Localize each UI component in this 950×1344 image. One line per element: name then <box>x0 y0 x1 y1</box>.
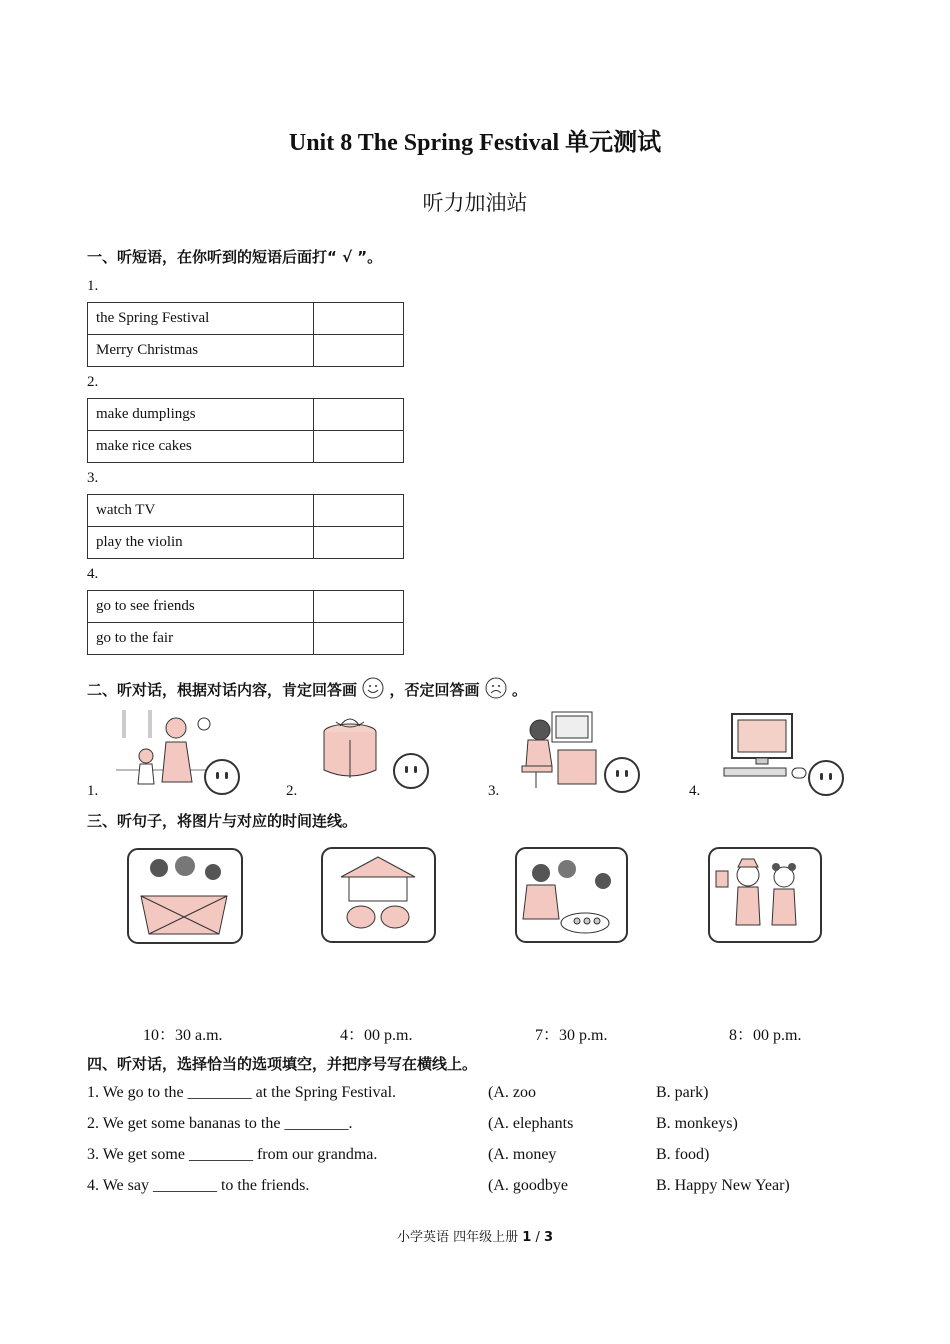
time-label: 10：30 a.m. <box>143 1027 223 1044</box>
answer-face-circle[interactable] <box>808 760 844 796</box>
option-table <box>87 494 404 559</box>
check-box[interactable] <box>314 303 404 335</box>
question-text: 2. We get some bananas to the ________. <box>87 1115 353 1132</box>
part2-heading: 二、听对话，根据对话内容，肯定回答画 ，否定回答画 。 <box>87 677 527 700</box>
part4-heading: 四、听对话，选择恰当的选项填空，并把序号写在横线上。 <box>87 1055 478 1073</box>
option-b: B. monkeys) <box>656 1115 738 1132</box>
group-number: 3. <box>87 470 99 486</box>
option-b: B. park) <box>656 1084 709 1101</box>
option-a: (A. money <box>488 1146 557 1163</box>
option-label: watch TV <box>88 495 314 527</box>
question-text: 1. We go to the ________ at the Spring Festival. <box>87 1084 397 1101</box>
option-label: Merry Christmas <box>88 335 314 367</box>
computer-picture <box>722 712 814 782</box>
lion-dance-picture <box>321 847 436 943</box>
item-number: 3. <box>488 783 500 799</box>
sad-face-icon <box>485 677 507 699</box>
item-number: 1. <box>87 783 99 799</box>
children-greeting-picture <box>708 847 822 943</box>
item-number: 2. <box>286 783 298 799</box>
girl-at-computer-picture <box>518 708 602 792</box>
check-box[interactable] <box>314 623 404 655</box>
smile-face-icon <box>362 677 384 699</box>
question-text: 3. We get some ________ from our grandma. <box>87 1146 378 1163</box>
group-number: 2. <box>87 374 99 390</box>
footer-label: 小学英语 四年级上册 <box>396 1230 519 1245</box>
gift-box-picture <box>318 712 382 780</box>
group-number: 1. <box>87 278 99 294</box>
page-title: Unit 8 The Spring Festival 单元测试 <box>288 130 662 156</box>
answer-face-circle[interactable] <box>604 757 640 793</box>
page-number: 1 <box>522 1230 532 1245</box>
time-label: 8：00 p.m. <box>729 1027 802 1044</box>
check-box[interactable] <box>314 335 404 367</box>
check-box[interactable] <box>314 591 404 623</box>
check-box[interactable] <box>314 527 404 559</box>
option-table <box>87 590 404 655</box>
time-label: 4：00 p.m. <box>340 1027 413 1044</box>
check-box[interactable] <box>314 399 404 431</box>
page-separator: / <box>535 1230 540 1245</box>
making-dumplings-picture <box>515 847 628 943</box>
option-b: B. Happy New Year) <box>656 1177 790 1194</box>
part1-heading: 一、听短语，在你听到的短语后面打“ √ ”。 <box>87 248 383 266</box>
option-a: (A. goodbye <box>488 1177 568 1194</box>
check-box[interactable] <box>314 495 404 527</box>
page-total: 3 <box>543 1230 554 1245</box>
option-label: go to see friends <box>88 591 314 623</box>
answer-face-circle[interactable] <box>204 759 240 795</box>
check-box[interactable] <box>314 431 404 463</box>
mother-and-child-picture <box>116 708 216 792</box>
time-label: 7：30 p.m. <box>535 1027 608 1044</box>
option-table <box>87 398 404 463</box>
family-watching-tv-picture <box>127 848 243 944</box>
option-a: (A. zoo <box>488 1084 536 1101</box>
option-label: make rice cakes <box>88 431 314 463</box>
page-footer <box>0 1226 950 1245</box>
answer-face-circle[interactable] <box>393 753 429 789</box>
option-table <box>87 302 404 367</box>
question-text: 4. We say ________ to the friends. <box>87 1177 310 1194</box>
option-b: B. food) <box>656 1146 710 1163</box>
option-label: make dumplings <box>88 399 314 431</box>
part3-heading: 三、听句子，将图片与对应的时间连线。 <box>87 812 358 830</box>
option-a: (A. elephants <box>488 1115 574 1132</box>
option-label: go to the fair <box>88 623 314 655</box>
option-label: the Spring Festival <box>88 303 314 335</box>
option-label: play the violin <box>88 527 314 559</box>
item-number: 4. <box>689 783 701 799</box>
group-number: 4. <box>87 566 99 582</box>
section-subtitle: 听力加油站 <box>422 191 528 215</box>
